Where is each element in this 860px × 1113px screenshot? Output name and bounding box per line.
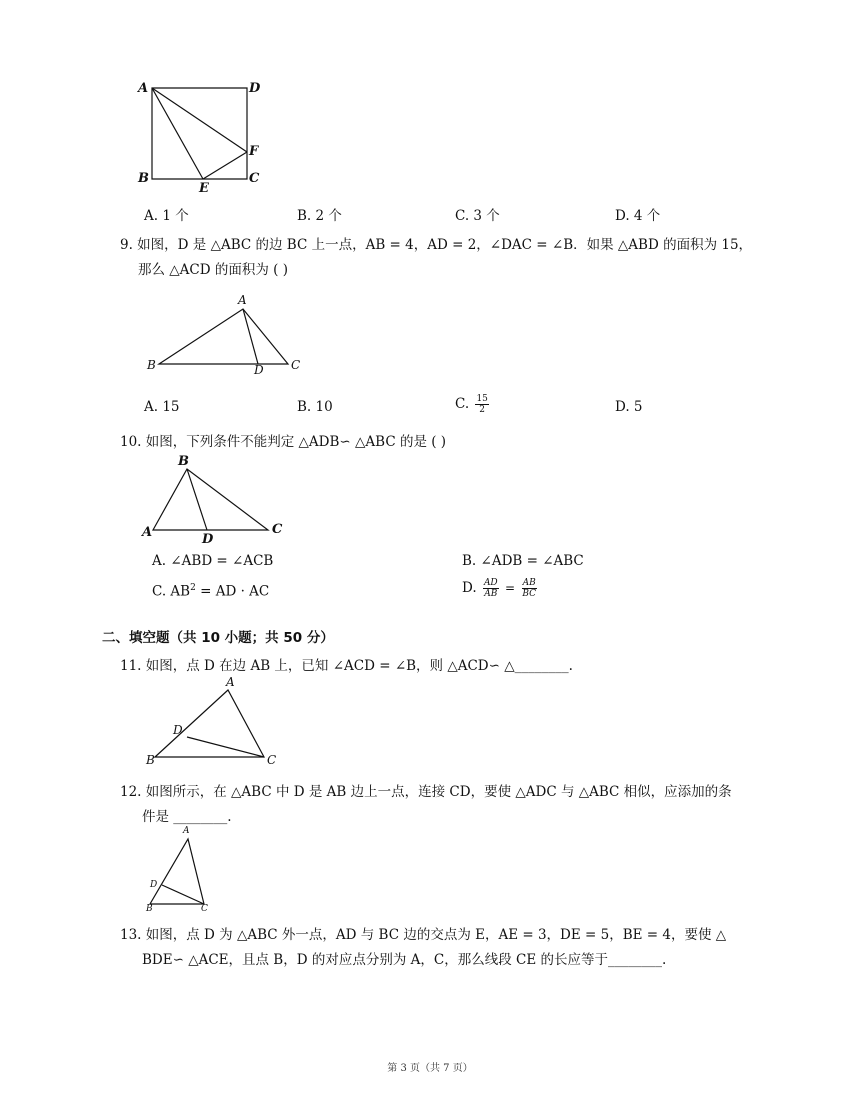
q10-option-d-fraction-1 (483, 578, 499, 599)
q9-option-c-prefix: C. (455, 396, 470, 412)
q10-label-c: C (272, 522, 283, 537)
q8-label-e: E (199, 181, 209, 196)
q10-option-c-suffix: = AD · AC (195, 583, 270, 600)
q10-option-d-num2: AB (522, 578, 536, 588)
q10-option-d-fraction-2 (521, 578, 537, 599)
q11-label-d: D (173, 723, 183, 737)
q12-label-a: A (183, 826, 190, 836)
q8-label-f: F (249, 144, 259, 159)
q9-option-c-numerator: 15 (476, 394, 488, 404)
q9-stem-line1: 9. 如图，D 是 △ABC 的边 BC 上一点，AB = 4，AD = 2，∠DAC = ∠B．如果 △ABD 的面积为 15， (120, 237, 753, 253)
q10-option-d (462, 578, 539, 599)
q10-option-b: B. ∠ADB = ∠ABC (462, 553, 584, 569)
q9-stem-line2: 那么 △ACD 的面积为 ( ) (138, 262, 288, 278)
q10-option-d-den1: AB (484, 589, 498, 599)
q9-option-d: D. 5 (615, 399, 643, 415)
q11-stem: 11. 如图，点 D 在边 AB 上，已知 ∠ACD = ∠B，则 △ACD∽ △________. (120, 658, 573, 674)
q9-option-c-denominator: 2 (479, 405, 486, 415)
q9-triangle-diagram (140, 292, 310, 382)
q10-option-d-num1: AD (483, 578, 498, 588)
q10-figure (140, 452, 290, 547)
q9-option-c-fraction (475, 394, 488, 415)
q10-option-d-den2: BC (522, 589, 536, 599)
page-footer: 第 3 页（共 7 页） (387, 1063, 473, 1074)
q10-triangle-diagram (140, 452, 290, 547)
q9-option-b: B. 10 (297, 399, 333, 415)
q8-option-c: C. 3 个 (455, 208, 500, 224)
q11-figure (140, 675, 285, 770)
q10-option-d-prefix: D. (462, 580, 477, 596)
q8-label-a: A (138, 81, 149, 96)
q12-stem-line1: 12. 如图所示，在 △ABC 中 D 是 AB 边上一点，连接 CD，要使 △ADC 与 △ABC 相似，应添加的条 (120, 784, 732, 800)
q11-triangle-diagram (140, 678, 285, 770)
q9-option-a: A. 15 (144, 399, 180, 415)
q8-option-a: A. 1 个 (144, 208, 189, 224)
q11-label-a: A (226, 675, 235, 689)
q13-stem-line2: BDE∽ △ACE，且点 B，D 的对应点分别为 A，C，那么线段 CE 的长应等于________. (142, 952, 667, 968)
q8-label-b: B (138, 171, 149, 186)
q10-option-c (152, 583, 269, 600)
q9-label-d: D (254, 363, 264, 377)
q10-option-c-exponent: 2 (190, 583, 196, 593)
q9-option-c (455, 394, 491, 415)
q12-triangle-diagram (142, 828, 217, 916)
q10-stem: 10. 如图，下列条件不能判定 △ADB∽ △ABC 的是 ( ) (120, 434, 447, 450)
q13-stem-line1: 13. 如图，点 D 为 △ABC 外一点，AD 与 BC 边的交点为 E，AE = 3，DE = 5，BE = 4，要使 △ (120, 927, 727, 943)
q12-figure (142, 828, 217, 916)
q8-figure (130, 78, 270, 198)
q11-label-c: C (267, 753, 277, 767)
q12-label-b: B (146, 904, 153, 914)
q12-label-c: C (201, 904, 208, 914)
q10-label-d: D (202, 532, 214, 547)
q10-option-a: A. ∠ABD = ∠ACB (152, 553, 274, 569)
q10-option-d-equals: = (504, 581, 516, 595)
q12-stem-line2: 件是 ________. (142, 809, 232, 825)
q8-label-d: D (249, 81, 261, 96)
q8-option-d: D. 4 个 (615, 208, 661, 224)
q8-label-c: C (249, 171, 260, 186)
q12-label-d: D (150, 880, 158, 890)
q11-label-b: B (146, 753, 155, 767)
q9-figure (140, 292, 310, 382)
section-2-title: 二、填空题（共 10 小题；共 50 分） (102, 630, 334, 646)
q9-label-a: A (238, 293, 247, 307)
q8-option-b: B. 2 个 (297, 208, 342, 224)
q10-label-a: A (142, 525, 153, 540)
q9-label-c: C (291, 358, 301, 372)
q10-option-c-prefix: C. AB (152, 583, 191, 600)
q9-label-b: B (147, 358, 156, 372)
q10-label-b: B (178, 454, 189, 469)
